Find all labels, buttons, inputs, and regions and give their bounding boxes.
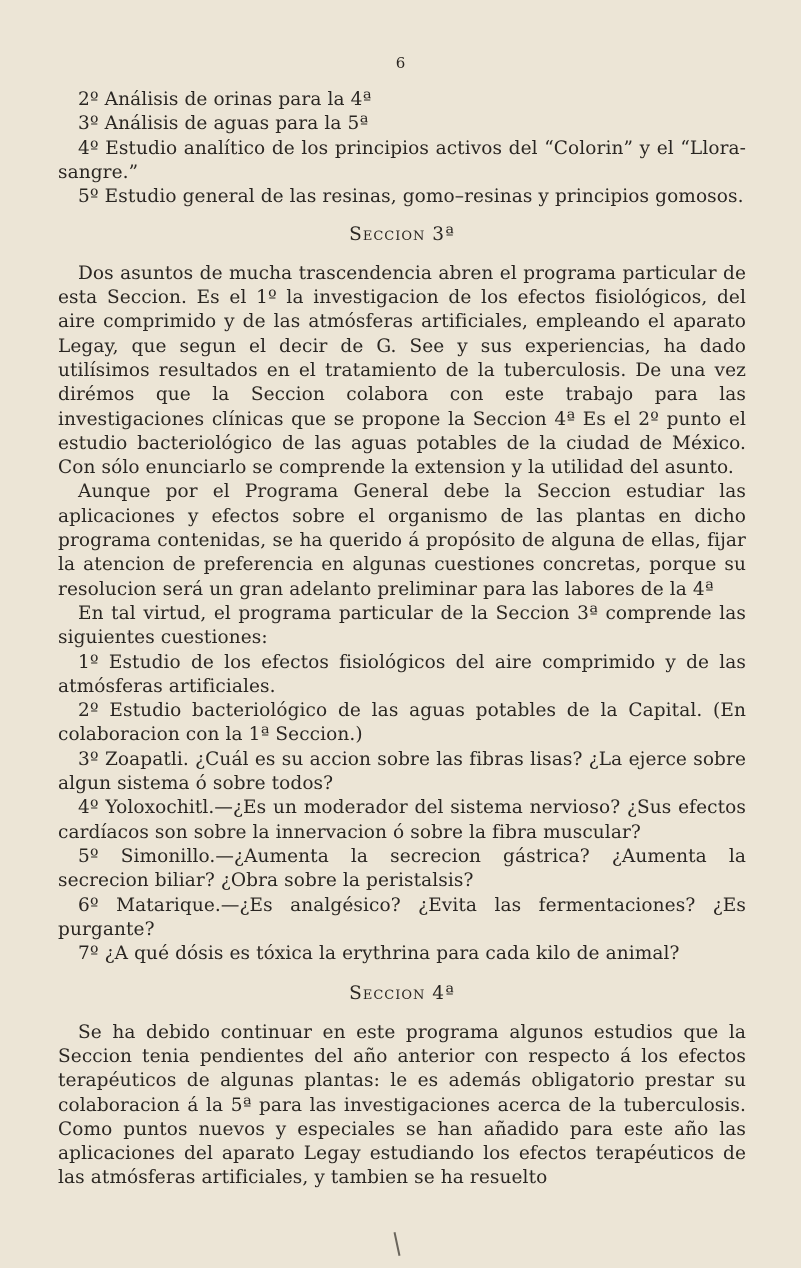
section-4-heading: Seccion 4ª xyxy=(349,983,455,1005)
page-number: 6 xyxy=(395,54,406,72)
page-body xyxy=(58,88,746,1191)
paragraph: Aunque por el Programa General debe la Seccion estudiar las aplicaciones y efectos sobre el organismo de las plantas en dicho programa contenidas, se ha querido á propósito de alguna de ellas, fijar la atencion de preferencia en algunas cuestiones concretas, porque su resolucion será un gran adelanto preliminar para las labores de la 4ª xyxy=(58,481,746,600)
ink-mark xyxy=(394,1232,401,1256)
paragraph: En tal virtud, el programa particular de la Seccion 3ª comprende las siguientes cuestiones: xyxy=(58,602,746,649)
list-item: 3º Análisis de aguas para la 5ª xyxy=(78,113,369,135)
list-item: 3º Zoapatli. ¿Cuál es su accion sobre las fibras lisas? ¿La ejerce sobre algun sistema ó sobre todos? xyxy=(58,748,746,795)
paragraph: Dos asuntos de mucha trascendencia abren el programa particular de esta Seccion. Es el 1º la investigacion de los efectos fisiológicos, del aire comprimido y de las atmósferas artificiales, empleando el aparato Legay, que segun el decir de G. See y sus experiencias, ha dado utilísimos resultados en el tratamiento de la tuberculosis. De una vez dirémos que la Seccion colabora con este trabajo para las investigaciones clínicas que se propone la Seccion 4ª Es el 2º punto el estudio bacteriológico de las aguas potables de la ciudad de México. Con sólo enunciarlo se comprende la extension y la utilidad del asunto. xyxy=(58,262,746,479)
list-item: 4º Estudio analítico de los principios activos del “Colorin” y el “Llora-sangre.” xyxy=(58,137,746,183)
list-item: 2º Análisis de orinas para la 4ª xyxy=(78,89,372,110)
list-item: 2º Estudio bacteriológico de las aguas potables de la Capital. (En colaboracion con la 1ª Seccion.) xyxy=(58,700,746,746)
list-item: 5º Simonillo.—¿Aumenta la secrecion gástrica? ¿Aumenta la secrecion biliar? ¿Obra sobre la peristalsis? xyxy=(58,845,746,892)
list-item: 4º Yoloxochitl.—¿Es un moderador del sistema nervioso? ¿Sus efectos cardíacos son sobre la innervacion ó sobre la fibra muscular? xyxy=(58,797,746,843)
section-3-heading: Seccion 3ª xyxy=(349,224,455,246)
list-item: 6º Matarique.—¿Es analgésico? ¿Evita las fermentaciones? ¿Es purgante? xyxy=(58,894,746,940)
paragraph: Se ha debido continuar en este programa algunos estudios que la Seccion tenia pendientes del año anterior con respecto á los efectos terapéuticos de algunas plantas: le es además obligatorio prestar su colaboracion á la 5ª para las investigaciones acerca de la tuberculosis. Como puntos nuevos y especiales se han añadido para este año las aplicaciones del aparato Legay estudiando los efectos terapéuticos de las atmósferas artificiales, y tambien se ha resuelto xyxy=(58,1021,746,1189)
list-item: 1º Estudio de los efectos fisiológicos del aire comprimido y de las atmósferas artificiales. xyxy=(58,651,746,697)
list-item: 5º Estudio general de las resinas, gomo–resinas y principios gomosos. xyxy=(78,186,744,208)
list-item: 7º ¿A qué dósis es tóxica la erythrina para cada kilo de animal? xyxy=(78,943,680,965)
